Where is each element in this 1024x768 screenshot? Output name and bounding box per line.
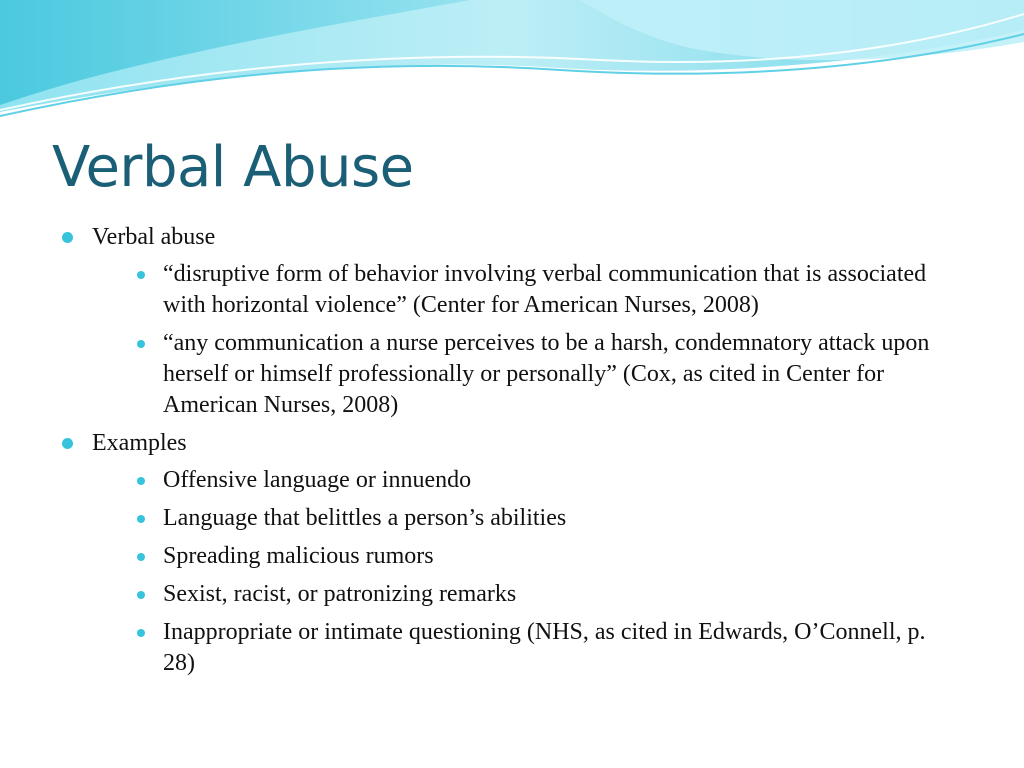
sub-bullet-dot-icon bbox=[137, 629, 145, 637]
header-wave-decoration bbox=[0, 0, 1024, 130]
bullet-label: Verbal abuse bbox=[92, 224, 216, 250]
sub-bullet-list bbox=[92, 465, 962, 679]
sub-bullet-dot-icon bbox=[137, 271, 145, 279]
sub-bullet-item bbox=[92, 259, 962, 321]
sub-bullet-text: Offensive language or innuendo bbox=[163, 467, 472, 493]
sub-bullet-text: Inappropriate or intimate questioning (NHS, as cited in Edwards, O’Connell, p. 28) bbox=[163, 619, 926, 676]
slide-title: Verbal Abuse bbox=[52, 135, 414, 200]
sub-bullet-dot-icon bbox=[137, 553, 145, 561]
sub-bullet-text: Sexist, racist, or patronizing remarks bbox=[163, 581, 517, 607]
bullet-dot-icon bbox=[62, 232, 73, 243]
bullet-dot-icon bbox=[62, 438, 73, 449]
sub-bullet-item bbox=[92, 617, 962, 679]
sub-bullet-dot-icon bbox=[137, 477, 145, 485]
bullet-examples bbox=[62, 428, 962, 679]
sub-bullet-item bbox=[92, 328, 962, 421]
bullet-list bbox=[62, 222, 962, 679]
sub-bullet-dot-icon bbox=[137, 515, 145, 523]
bullet-verbal-abuse bbox=[62, 222, 962, 421]
sub-bullet-text: Language that belittles a person’s abilities bbox=[163, 505, 567, 531]
sub-bullet-item bbox=[92, 465, 962, 496]
bullet-label: Examples bbox=[92, 430, 187, 456]
sub-bullet-item bbox=[92, 503, 962, 534]
sub-bullet-dot-icon bbox=[137, 340, 145, 348]
sub-bullet-dot-icon bbox=[137, 591, 145, 599]
sub-bullet-text: “any communication a nurse perceives to be a harsh, condemnatory attack upon herself or himself professionally or personally” (Cox, as cited in Center for American Nurses, 2008) bbox=[163, 330, 930, 418]
sub-bullet-list bbox=[92, 259, 962, 421]
sub-bullet-text: “disruptive form of behavior involving verbal communication that is associated with horizontal violence” (Center for American Nurses, 2008) bbox=[163, 261, 927, 318]
sub-bullet-text: Spreading malicious rumors bbox=[163, 543, 434, 569]
sub-bullet-item bbox=[92, 579, 962, 610]
slide-content bbox=[62, 222, 962, 686]
sub-bullet-item bbox=[92, 541, 962, 572]
